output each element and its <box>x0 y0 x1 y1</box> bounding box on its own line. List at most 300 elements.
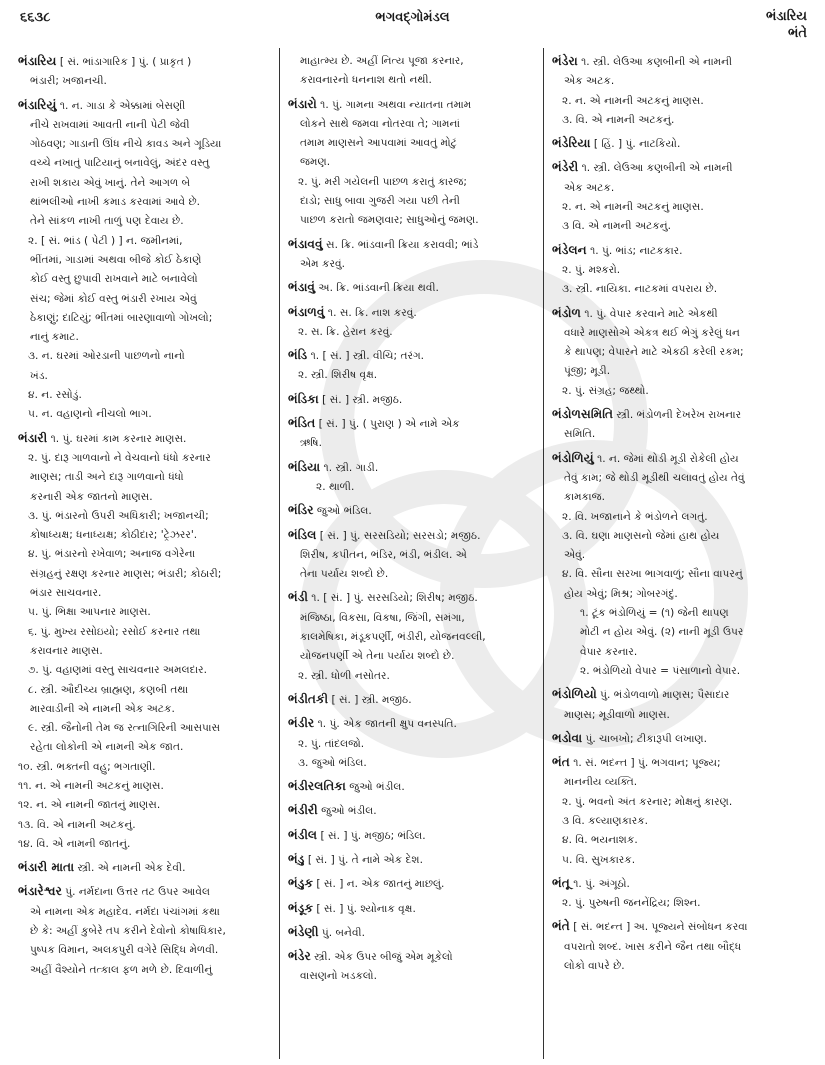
entry-line <box>288 458 535 478</box>
entry-line <box>18 232 271 251</box>
definition-text: સંગ્રહનું રક્ષણ કરનાર માણસ; ભંડારી; કોઠારી; <box>30 567 222 580</box>
entry-line <box>18 623 271 642</box>
definition-text: ગોઠવણ; ગાડાની ઊંધ નીચે કાવડ અને ગૂડિયા <box>30 138 222 151</box>
entry-line <box>288 714 535 734</box>
headword: ભંડોળસમિતિ <box>552 407 614 422</box>
dictionary-entry <box>552 241 811 300</box>
entry-line <box>18 309 271 328</box>
headword: ભંડુ <box>288 851 305 866</box>
entry-line <box>288 546 535 565</box>
entry-line <box>18 154 271 173</box>
dictionary-entry <box>552 134 811 154</box>
definition-text: મંજિષ્ઠા, વિકસા, વિકષા, જિંગી, સમંગા, <box>300 611 465 624</box>
definition-text: કાલમેષિકા, મંડૂકપર્ણી, ભંડીરી, યોજનવલ્લી, <box>300 631 486 644</box>
definition-text: વાસણનો ખડકલો. <box>300 970 377 983</box>
definition-text: ૧. સ્ત્રી. લેઉઆ કણબીની એ નામની <box>578 162 733 175</box>
dictionary-entry <box>552 158 811 236</box>
entry-line <box>288 414 535 434</box>
entry-line <box>552 52 811 72</box>
entry-line <box>552 280 811 299</box>
definition-text: ભંડાર સાચવનાર. <box>30 587 102 600</box>
definition-text: કરનારી એક જાતનો માણસ. <box>30 490 153 503</box>
definition-text: ૩. વિ. એ નામની અટકનું. <box>562 113 675 126</box>
dictionary-entry <box>552 874 811 914</box>
definition-text: નીચે રાખવામાં આવતી નાની પેટી જેવી <box>30 118 190 131</box>
definition-text: [ સં. ] પું. ( પુરાણ ) એ નામે એક <box>315 418 460 431</box>
entry-line <box>552 469 811 488</box>
entry-line <box>288 777 535 797</box>
headword: ભંડેરિયા <box>552 136 591 151</box>
dictionary-entry <box>288 923 535 943</box>
definition-text: હોય એવું; મિશ્ર; ગોબરગંદું. <box>564 587 678 600</box>
dictionary-entry <box>18 96 271 425</box>
entry-line <box>288 667 535 686</box>
dictionary-entry <box>288 850 535 870</box>
definition-text: ૪. વિ. સૌના સરખા ભાગવાળું; સૌના વાપરનું <box>562 568 743 581</box>
definition-text: દાડો; સાધુ બાવા ગુજરી ગયા પછી તેની <box>300 195 460 208</box>
entry-line <box>18 347 271 366</box>
definition-text: ૫. ન. વહાણનો નીચલો ભાગ. <box>28 408 152 421</box>
definition-text: લોકને સાથે જમવા નોતરવા તે; ગામનાં <box>300 117 460 130</box>
definition-text: [ સં. ] પું. તે નામે એક દેશ. <box>304 853 423 866</box>
column-left <box>10 48 280 1059</box>
entry-line <box>18 386 271 405</box>
headword: ભંડિત <box>288 416 316 431</box>
entry-line <box>288 52 535 71</box>
definition-text: ૨. પું. સંગ્રહ; જથ્થો. <box>562 384 649 397</box>
definition-text: [ સં. ] સ્ત્રી. મજીઠ. <box>318 393 403 406</box>
definition-text: ૧૧. ન. એ નામની અટકનું માણસ. <box>18 779 164 792</box>
headword: ભંડાળવું <box>288 304 325 319</box>
entry-line <box>288 255 535 274</box>
entry-line <box>288 211 535 230</box>
definition-text: જુઓ ભંડીલ. <box>317 805 377 818</box>
entry-line <box>288 366 535 385</box>
definition-text: ૪. પું. ભંડારનો રખેવાળ; અનાજ વગેરેના <box>28 548 196 561</box>
entry-line <box>18 405 271 424</box>
entry-line <box>18 903 271 922</box>
entry-line <box>18 545 271 564</box>
page-number: ૬૬૩૮ <box>20 10 51 25</box>
headword: ભંડિકા <box>288 391 319 406</box>
definition-text: ૨. પું. મરી ગયેલની પાછળ કરાતું કારજ; <box>298 175 467 188</box>
book-title: ભગવદ્ગોમંડલ <box>375 10 450 25</box>
definition-text: ૩. સ્ત્રી. નાયિકા. નાટકમાં વપરાય છે. <box>562 283 718 296</box>
entry-line <box>552 158 811 178</box>
page-header <box>14 6 811 44</box>
definition-text: મોટી ન હોય એવું. (૨) નાની મૂડી ઉપર <box>580 626 744 639</box>
definition-text: [ સં. ] ન. એક જાતનું માછલું. <box>313 878 445 891</box>
entry-line <box>288 434 535 453</box>
definition-text: માનનીય વ્યક્તિ. <box>564 776 638 789</box>
definition-text: ૧. ન. ગાડા કે એક્કામાં બેસણી <box>56 99 186 112</box>
definition-text: [ સં. ભાંડાગારિક ] પું. ( પ્રાકૃત ) <box>56 56 192 68</box>
entry-line <box>18 858 271 878</box>
definition-text: એમ કરવું. <box>300 257 345 270</box>
headword: ભંડિ <box>288 348 308 363</box>
entry-line <box>18 116 271 135</box>
headword: ભંડીલ <box>288 827 318 842</box>
dictionary-entry <box>288 303 535 343</box>
entry-line <box>552 851 811 870</box>
definition-text: ૧. [ સં. ] સ્ત્રી. વીચિ; તરંગ. <box>307 350 425 363</box>
definition-text: ૧. સ્ત્રી. લેઉઆ કણબીની એ નામની <box>577 56 733 68</box>
definition-text: [ સં. ભદન્ત ] અ. પૂજ્યને સંબોધન કરવા <box>569 921 748 934</box>
definition-text: ૨. પું. તાંદલજો. <box>298 737 365 750</box>
dictionary-entry <box>552 405 811 445</box>
definition-text: સ્ત્રી. એ નામની એક દેવી. <box>74 862 186 875</box>
dictionary-entry <box>18 52 271 92</box>
entry-line <box>288 501 535 521</box>
definition-text: ૧૩. વિ. એ નામની અટકનું. <box>18 818 136 831</box>
definition-text: ૨. ન. એ નામની અટકનું માણસ. <box>562 201 704 214</box>
entry-line <box>552 382 811 401</box>
definition-text: ૧. ટૂંક ભંડોળિયું = (૧) જેની થાપણ <box>580 607 729 620</box>
entry-line <box>552 957 811 976</box>
definition-text: અ. ક્રિ. ભાંડવાની ક્રિયા થવી. <box>315 282 439 295</box>
dictionary-entry <box>552 753 811 870</box>
headword: ભંતૂ <box>552 875 570 890</box>
entry-line <box>288 192 535 211</box>
dictionary-entry <box>288 95 535 231</box>
definition-text: કોઈ વસ્તુ છુપાવી રાખવાને માટે બનાવેલો <box>30 273 198 286</box>
headword: ભંડિયા <box>288 459 321 474</box>
entry-line <box>18 212 271 231</box>
definition-text: ઋષિ. <box>300 437 322 450</box>
entry-line <box>552 917 811 937</box>
entry-line <box>552 217 811 236</box>
entry-line <box>18 719 271 738</box>
guide-word-first: ભંડારિય <box>765 9 807 24</box>
definition-text: પું. બનેવી. <box>318 926 365 939</box>
entry-line <box>288 690 535 710</box>
definition-text: પું. ચાબખો; ટીકારૂપી લખાણ. <box>582 732 708 745</box>
entry-line <box>552 111 811 130</box>
headword: ભંડારી માતા <box>18 860 75 875</box>
entry-line <box>18 642 271 661</box>
definition-text: ૫. વિ. સુખકારક. <box>562 853 636 866</box>
definition-text: તેવું કામ; જે થોડી મૂડીથી ચલાવતું હોય તેવું <box>564 471 745 484</box>
guide-word-last: ભંતે <box>787 26 807 41</box>
dictionary-entry <box>288 414 535 454</box>
definition-text: ૩. જુઓ ભંડિલ. <box>298 756 367 769</box>
entry-line <box>552 812 811 831</box>
definition-text: ૧. પું. એક જાતની ક્ષુપ વનસ્પતિ. <box>314 718 457 731</box>
entry-line <box>552 508 811 527</box>
dictionary-entry <box>552 729 811 749</box>
entry-line <box>288 303 535 323</box>
headword: ભંડેર <box>288 949 311 964</box>
headword: ભંડારી <box>18 430 48 445</box>
definition-text: [ હિં. ] પું. નાટકિયો. <box>590 138 681 151</box>
headword: ભડોવા <box>552 730 583 745</box>
entry-line <box>288 173 535 192</box>
definition-text: કામકાજ. <box>564 491 606 504</box>
definition-text: એ નામના એક મહાદેવ. નર્મદા પંચાંગમાં કથા <box>30 905 220 918</box>
entry-line <box>18 738 271 757</box>
entry-line <box>18 584 271 603</box>
definition-text: ૬. પું. મુખ્ય રસોઇયો; રસોઈ કરનાર તથા <box>28 625 201 638</box>
entry-line <box>288 850 535 870</box>
definition-text: સંચ; જેમાં કોઈ વસ્તુ ભંડારી રખાય એવું <box>30 292 197 305</box>
entry-line <box>18 367 271 386</box>
definition-text: ૩ વિ. કલ્યાણકારક. <box>562 814 649 827</box>
definition-text: ૩. ન. ઘરમાં ઓરડાની પાછળનો નાનો <box>28 350 185 363</box>
definition-text: તેના પર્યાય શબ્દો છે. <box>300 568 389 581</box>
dictionary-entry <box>552 449 811 682</box>
headword: ભંડી <box>288 590 308 605</box>
definition-text: ૧૦. સ્ત્રી. ભક્તની વહુ; ભગતાણી. <box>18 760 156 773</box>
definition-text: ઠેકાણું; દાટિયું; ભીંતમાં બારણાવાળો ગોખલો; <box>30 311 213 324</box>
definition-text: [ સં. ] પું. મજીઠ; ભંડિલ. <box>317 829 426 842</box>
definition-text: ૧૪. વિ. એ નામની જાતનું. <box>18 837 131 850</box>
dictionary-entry <box>552 52 811 130</box>
definition-text: કરાવનાર માણસ. <box>30 644 103 657</box>
entry-line <box>552 685 811 705</box>
dictionary-entry <box>18 429 271 855</box>
entry-line <box>288 478 535 497</box>
definition-text: ૧. પું. ભાંડ; નાટકકાર. <box>586 244 683 257</box>
entry-line <box>288 628 535 647</box>
definition-text: ૨. વિ. ખજાનાને કે ભંડોળને લગતું. <box>562 510 708 523</box>
entry-line <box>18 429 271 449</box>
definition-text: રહેતા લોકોની એ નામની એક જાત. <box>30 741 184 754</box>
entry-line <box>18 941 271 960</box>
entry-line <box>552 527 811 546</box>
definition-text: વધારે માણસોએ એકત્ર થઈ ભેગું કરેલું ધન <box>564 326 740 339</box>
entry-line <box>552 134 811 154</box>
dictionary-entry <box>288 278 535 298</box>
entry-line <box>18 565 271 584</box>
definition-text: ૧. ન. જેમાં થોડી મૂડી રોકેલી હોય <box>593 452 739 465</box>
entry-line <box>18 449 271 468</box>
entry-line <box>18 72 271 91</box>
entry-line <box>288 967 535 986</box>
dictionary-entry <box>552 917 811 976</box>
dictionary-entry <box>288 826 535 846</box>
entry-line <box>552 938 811 957</box>
dictionary-entry <box>552 685 811 725</box>
entry-line <box>552 874 811 894</box>
headword: ભંડારો <box>288 96 317 111</box>
dictionary-entry <box>18 882 271 979</box>
entry-line <box>552 405 811 425</box>
entry-line <box>288 874 535 894</box>
entry-line <box>18 468 271 487</box>
entry-line <box>552 604 811 623</box>
definition-text: પાછળ કરાતો જમણવાર; સાધુઓનું જમણ. <box>300 214 479 227</box>
headword: ભંડેરી <box>552 160 579 175</box>
definition-text: ૧. પું. ગામના અથવા ન્યાતના તમામ <box>316 98 472 111</box>
entry-line <box>552 831 811 850</box>
dictionary-entry <box>288 501 535 521</box>
definition-text: અહીં વૈશ્યોને તત્કાલ ફળ મળે છે. દિવાળીનું <box>30 963 213 976</box>
definition-text: માણસ; તાડી અને દારૂ ગાળવાનો ધંધો <box>30 471 184 484</box>
definition-text: ખંડ. <box>30 369 48 382</box>
entry-line <box>18 882 271 902</box>
entry-line <box>552 623 811 642</box>
definition-text: ૨. ન. એ નામની અટકનું માણસ. <box>562 94 704 107</box>
entry-line <box>288 588 535 608</box>
definition-text: તમામ માણસને આપવામાં આવતું મોટું <box>300 137 457 150</box>
definition-text: લોકો વાપરે છે. <box>564 960 625 973</box>
entry-line <box>18 661 271 680</box>
headword: ભંડેણી <box>288 924 319 939</box>
entry-line <box>18 96 271 116</box>
entry-line <box>552 706 811 725</box>
definition-text: જુઓ ભંડિલ. <box>313 505 372 518</box>
entry-line <box>552 92 811 111</box>
definition-text: ૨. [ સં. ભાંડ ( પેટી ) ] ન. જમીનમાં, <box>28 234 183 247</box>
definition-text: ૧. સં. ભદન્ત ] પું. ભગવાન; પૂજ્ય; <box>569 757 721 770</box>
definition-text: એક અટક. <box>564 181 615 194</box>
definition-text: ૩. વિ. ઘણા માણસનો જેમાં હાથ હોય <box>562 529 720 542</box>
dictionary-entry <box>288 458 535 498</box>
entry-line <box>552 753 811 773</box>
entry-line <box>552 324 811 343</box>
entry-line <box>552 362 811 381</box>
headword: ભંડિર <box>288 503 314 518</box>
definition-text: ૪. ન. રસોડું. <box>28 389 82 402</box>
definition-text: ૮. સ્ત્રી. ઔદીચ્ય બ્રાહ્મણ, કણબી તથા <box>28 683 189 696</box>
entry-line <box>18 488 271 507</box>
headword: ભંડીર <box>288 716 315 731</box>
entry-line <box>18 251 271 270</box>
entry-line <box>288 346 535 366</box>
definition-text: ૨. સ. ક્રિ. હેરાન કરવું. <box>298 325 393 338</box>
entry-line <box>552 894 811 913</box>
entry-line <box>18 961 271 980</box>
headword: ભંત <box>552 755 570 770</box>
entry-line <box>18 796 271 815</box>
definition-text: ૧. સ. ક્રિ. નાશ કરવું. <box>324 306 417 319</box>
entry-line <box>18 681 271 700</box>
definition-text: સમિતિ. <box>564 428 596 441</box>
dictionary-entry <box>288 588 535 685</box>
definition-text: પુષ્પક વિમાન, અલકપુરી વગેરે સિદ્ધિ મેળવી. <box>30 944 219 957</box>
entry-line <box>288 115 535 134</box>
definition-text: ૨. પું. પુરુષની જનનેંદ્રિય; શિશ્ન. <box>562 897 701 910</box>
definition-text: ૪. વિ. ભયનાશક. <box>562 834 638 847</box>
entry-line <box>288 735 535 754</box>
entry-line <box>18 507 271 526</box>
definition-text: શિરીષ, કપીતન, ભંડિર, ભંડી, ભંડીલ. એ <box>300 548 467 561</box>
entry-line <box>288 801 535 821</box>
dictionary-entry <box>288 947 535 987</box>
entry-line <box>552 773 811 792</box>
entry-line <box>288 390 535 410</box>
entry-line <box>288 826 535 846</box>
headword: ભંડેરા <box>552 54 578 68</box>
definition-text: [ સં. ] પું. શ્યોનાક વૃક્ષ. <box>313 902 416 915</box>
entry-line <box>552 425 811 444</box>
definition-text: ૧. પું. અંગૂઠો. <box>569 877 630 890</box>
entry-line <box>18 922 271 941</box>
entry-line <box>552 585 811 604</box>
definition-text: ૩. પું. ભંડારનો ઉપરી અધિકારી; ખજાનચી; <box>28 509 209 522</box>
entry-line <box>18 758 271 777</box>
headword: ભંડોળિયો <box>552 687 597 702</box>
definition-text: ૩ વિ. એ નામની અટકનું. <box>562 220 672 233</box>
dictionary-entry <box>288 899 535 919</box>
definition-text: થાંભલીઓ નાખી કમાડ કરવામાં આવે છે. <box>30 196 200 209</box>
headword: ભંડોળ <box>552 305 581 320</box>
entry-line <box>288 647 535 666</box>
entry-line <box>552 179 811 198</box>
definition-text: સ્ત્રી. ભંડોળની દેખરેખ રાખનાર <box>613 409 742 422</box>
entry-line <box>18 328 271 347</box>
column-middle <box>280 48 544 1059</box>
entry-line <box>18 835 271 854</box>
definition-text: ૧. પું. ઘરમાં કામ કરનાર માણસ. <box>47 432 187 445</box>
headword: ભંડારિય <box>18 54 57 68</box>
entry-line <box>552 261 811 280</box>
entry-line <box>288 95 535 115</box>
definition-text: ૧. સ્ત્રી. ગાડી. <box>320 461 379 474</box>
entry-line <box>18 816 271 835</box>
definition-text: ૨. સ્ત્રી. શિરીષ વૃક્ષ. <box>298 369 378 382</box>
entry-line <box>288 754 535 773</box>
definition-text: ૧. પું. વેપાર કરવાને માટે એકથી <box>581 307 718 320</box>
dictionary-entry <box>288 235 535 275</box>
headword: ભંડોળિયું <box>552 450 594 465</box>
definition-text: ૨. ભંડોળિયો વેપાર = પંસાળાનો વેપાર. <box>580 664 741 677</box>
entry-line <box>552 304 811 324</box>
dictionary-columns <box>10 48 819 1059</box>
definition-text: ૯. સ્ત્રી. જૈનોની તેમ જ રત્નાગિરિની આસપાસ <box>28 722 221 735</box>
headword: ભંડૂક <box>288 900 314 915</box>
entry-line <box>552 793 811 812</box>
entry-line <box>552 643 811 662</box>
headword: ભંડારિયું <box>18 97 57 112</box>
definition-text: યોજનપર્ણી એ તેના પર્યાય શબ્દો છે. <box>300 650 455 663</box>
definition-text: તેને સાંકળ નાખી તાળું પણ દેવાય છે. <box>30 215 184 228</box>
dictionary-entry <box>288 777 535 797</box>
entry-line <box>18 777 271 796</box>
entry-line <box>552 72 811 91</box>
definition-text: વચ્ચે નખાતું પાટિયાનું બનાવેલું, અંદર વસ્તુ <box>30 157 210 170</box>
entry-line <box>18 290 271 309</box>
definition-text: ભીંતમાં, ગાડામાં અથવા બીજે કોઈ ઠેકાણે <box>30 253 202 266</box>
headword: ભંડુક <box>288 876 314 891</box>
headword: ભંડાવું <box>288 280 316 295</box>
entry-line <box>552 546 811 565</box>
dictionary-entry <box>288 346 535 386</box>
definition-text: વપરાતો શબ્દ. ખાસ કરીને જૈન તથા બૌદ્ધ <box>564 940 742 953</box>
dictionary-entry <box>288 390 535 410</box>
headword: ભંડીરલતિકા <box>288 779 346 794</box>
entry-line <box>288 609 535 628</box>
headword: ભંડીતકી <box>288 691 329 706</box>
definition-text: સ્ત્રી. એક ઉપર બીજું એમ મૂકેલો <box>310 951 453 964</box>
definition-text: ભંડારી; ખજાનચી. <box>30 75 107 88</box>
entry-line <box>288 134 535 153</box>
entry-line <box>288 235 535 255</box>
definition-text: ૧૨. ન. એ નામની જાતનું માણસ. <box>18 799 161 812</box>
definition-text: પૂંજી; મૂડી. <box>564 365 611 378</box>
entry-line <box>18 700 271 719</box>
entry-line <box>288 947 535 967</box>
entry-line <box>288 923 535 943</box>
definition-text: એક અટક. <box>564 75 615 88</box>
headword: ભંડીરી <box>288 803 318 818</box>
entry-line <box>552 662 811 681</box>
entry-line <box>288 323 535 342</box>
entry-line <box>552 343 811 362</box>
entry-line <box>552 241 811 261</box>
definition-text: જુઓ ભંડીલ. <box>345 781 405 794</box>
entry-line <box>18 135 271 154</box>
